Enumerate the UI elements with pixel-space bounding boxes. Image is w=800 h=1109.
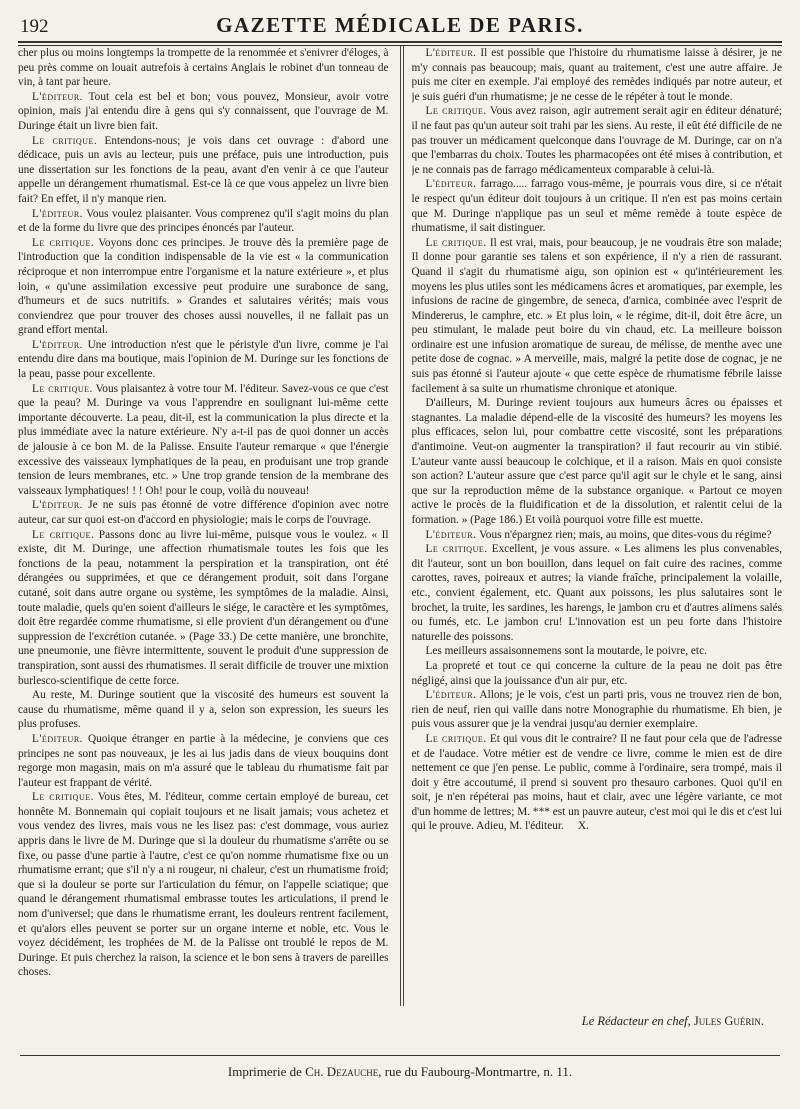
paragraph: La propreté et tout ce qui concerne la culture de la peau ne doit pas être négligé, ainsi que la jouissance d'un air pur, etc. [411, 659, 782, 687]
speaker-label: Le critique. [425, 105, 487, 118]
speaker-label: Le critique. [32, 528, 95, 541]
paragraph: L'éditeur. Je ne suis pas étonné de votre différence d'opinion avec notre auteur, car sur quoi est-on d'accord en physiologie; mais le corps de l'ouvrage. [18, 499, 389, 526]
paragraph: Les meilleurs assaisonnemens sont la moutarde, le poivre, etc. [425, 645, 707, 658]
paragraph: L'éditeur. Une introduction n'est que le péristyle d'un livre, comme je l'ai entendu dire dans ma boutique, mais l'opinion de M. Duringe sur les fonctions de la peau, passe pour excellente. [18, 338, 389, 381]
speaker-label: Le critique. [425, 236, 487, 249]
paragraph: L'éditeur. Tout cela est bel et bon; vous pouvez, Monsieur, avoir votre opinion, mais j'ai entendu dire à gens qui s'y connaissent, que l'ouvrage de M. Duringe était un livre bien fait. [18, 90, 389, 132]
speaker-label: L'éditeur. [32, 207, 83, 220]
paragraph: cher plus ou moins longtemps la trompette de la renommée et s'enivrer d'éloges, à peu près comme on louait autrefois à certains Anglais le robinet d'un tonneau de vin, à tant par heure. [18, 47, 389, 89]
article-signoff: X. [577, 820, 589, 833]
paragraph: Le critique. Voyons donc ces principes. Je trouve dès la première page de l'introduction que la condition indispensable de la vie est « la communication réciproque et non interrompue entre l'organisme et la nature extérieure », et plus loin, « qu'une assimilation excessive peut produire une surabonce de sang, d'humeurs et de sucs nutritifs. » Grandes et salutaires vérités; mais vous conviendrez que pour trouver des choses aussi nouvelles, il ne fallait pas un grand effort mental. [18, 236, 389, 337]
paragraph: Au reste, M. Duringe soutient que la viscosité des humeurs est souvent la cause du rhumatisme, même quand il y a, selon son expression, les sueurs les plus profuses. [18, 689, 389, 731]
speaker-label: Le critique. [425, 543, 488, 556]
paragraph: Le critique. Vous avez raison, agir autrement serait agir en éditeur dénaturé; il ne faut pas qu'un auteur soit trahi par les siens. Au reste, il eût été difficile de ne pas trouver un médicament quelconque dans l'ouvrage de M. Duringe, car on n'a que l'embarras du choix. Toutes les pharmacopées ont été mises à contribution, et je ne connais pas de farrago médicamenteux comparable à celui-là. [411, 105, 782, 176]
speaker-label: L'éditeur. [32, 732, 83, 745]
page-header [18, 8, 782, 38]
printer-imprint: Imprimerie de Ch. Dezauche, rue du Faubourg-Montmartre, n. 11. [227, 1064, 573, 1079]
speaker-label: L'éditeur. [425, 689, 477, 702]
paragraph: L'éditeur. Allons; je le vois, c'est un parti pris, vous ne trouvez rien de bon, rien de neuf, rien qui vaille dans notre Monographie du rhumatisme. Eh bien, je puis vous assurer que je la vendrai jusqu'au dernier exemplaire. [411, 689, 782, 731]
printer-name: Ch. Dezauche [305, 1064, 379, 1079]
paragraph: Le critique. Passons donc au livre lui-même, puisque vous le voulez. « Il existe, dit M. Duringe, une affection rhumatismale toutes les fois que les fonctions de la peau, notamment la perspiration et la transpiration, ont été dérangées ou supprimées, et que ce dérangement produit, soit dans l'organe cutané, soit dans autre organe ou système, les symptômes de la maladie. Ainsi, toute maladie, quels qu'en soient d'ailleurs le siége, le caractère et les symptômes, doit être regardée comme rhumatisme, si elle provient d'un dérangement ou d'une suppression de l'excrétion cutanée. » (Page 33.) De cette manière, une bronchite, une pneumonie, une fièvre intermittente, souvent le produit d'une suppression de transpiration, sont aussi des rhumatismes. Il serait difficile de trouver une mixtion burlesco-scientifique de cette force. [18, 528, 389, 687]
column-divider [400, 46, 401, 1006]
left-column [18, 46, 389, 1006]
speaker-label: Le critique. [32, 382, 93, 395]
paragraph: L'éditeur. farrago..... farrago vous-même, je pourrais vous dire, si ce n'était le respect qu'un éditeur doit toujours à un critique. Il n'en est pas moins certain que M. Duringe n'applique pas un seul et même remède à toute espèce de rhumatisme, il sait distinguer. [411, 178, 782, 235]
signature-role: Le Rédacteur en chef, [581, 1014, 691, 1028]
journal-title: GAZETTE MÉDICALE DE PARIS. [216, 13, 584, 37]
paragraph: Le critique. Excellent, je vous assure. « Les alimens les plus convenables, dit l'auteur, sont un bon bouillon, dans lequel on fait cuire des racines, comme carottes, raves, poireaux et autres; la viande fraîche, principalement la volaille, etc., convient également, etc. Quant aux poissons, les plus salutaires sont le brochet, la truite, les sardines, les harengs, le jambon cru et d'autres alimens salés ou fumés, etc. Le jambon cru! L'innovation est un peu forte dans l'histoire naturelle des poissons. [411, 543, 782, 643]
speaker-label: L'éditeur. [32, 90, 83, 103]
editor-signature [582, 1014, 764, 1029]
article-columns [18, 46, 782, 1006]
speaker-label: Le critique. [32, 791, 94, 804]
speaker-label: L'éditeur. [425, 528, 477, 541]
paragraph: Le critique. Il est vrai, mais, pour beaucoup, je ne voudrais être son malade; Il donne pour garantie ses talens et son expérience, il n'y a rien de rassurant. Quand il s'agit du rhumatisme aigu, son opinion est « qu'intérieurement les moyens les plus utiles sont les médicamens âcres et aromatiques, par exemple, les infusions de racine de gingembre, de seneca, d'arnica, combinée avec l'esprit de Mindererus, le camphre, etc. » Et plus loin, « le régime, dit-il, doit être âcre, un peu stimulant, le malade peut boire du vin chaud, etc. La meilleure boisson ordinaire est une infusion aromatique de sureau, de mélisse, de menthe avec une petite dose de cognac. » A merveille, mais, malgré la petite dose de cognac, je ne suis pas étonné si l'auteur ajoute « que cette espèce de rhumatisme fébrile laisse facilement à sa suite un rhumatisme chronique et atonique. [411, 236, 782, 395]
paragraph: Le critique. Entendons-nous; je vois dans cet ouvrage : d'abord une dédicace, puis un avis au lecteur, puis une préface, puis une introduction, puis une dissertation sur les fonctions de la peau, avant d'en venir à ce que l'auteur appelle un dérangement rhumatismal. Est-ce là ce que vous appelez un livre bien fait? En effet, il n'y manque rien. [18, 134, 389, 205]
speaker-label: L'éditeur. [32, 338, 83, 351]
paragraph: L'éditeur. Il est possible que l'histoire du rhumatisme laisse à désirer, je ne m'y connais pas beaucoup; mais, quant au traitement, c'est une autre affaire. Je puis me citer en exemple. J'ai employé des remèdes indiqués par notre auteur, et je suis guéri d'un rhumatisme; je ne cesse de le répéter à tout le monde. [411, 47, 782, 103]
right-column [412, 46, 783, 1006]
speaker-label: L'éditeur. [425, 178, 477, 191]
speaker-label: L'éditeur. [32, 499, 83, 512]
speaker-label: L'éditeur. [425, 47, 477, 59]
speaker-label: Le critique. [32, 134, 98, 147]
signature-name: Jules Guérin. [693, 1014, 764, 1028]
speaker-label: Le critique. [32, 236, 95, 249]
paragraph: Le critique. Vous êtes, M. l'éditeur, comme certain employé de bureau, cet honnête M. Bonnemain qui copiait toujours et ne lisait jamais; vous achetez et vous vendez des livres, mais vous ne les lisez pas: c'est dommage, vous auriez appris dans le livre de M. Duringe que si la douleur du rhumatisme s'arrête ou se fixe, ou passe d'une partie à l'autre, c'est ce qu'on nomme rhumatisme fixe ou un rhumatisme errant; que s'il n'y a ni rougeur, ni chaleur, c'est un rhumatisme froid; que si la douleur se porte sur l'articulation du fémur, on l'appelle sciatique; que quand le dérangement rhumatismal embrasse toutes les articulations, il prend le nom d'universel; que dans le rhumatisme errant, les douleurs rentrent facilement, et qu'alors elles peuvent se porter sur un organe interne et noble, etc. Vous le voyez décidément, les trophées de M. de la Palisse ont troublé le repos de M. Duringe. Et puis cherchez la raison, la science et le bon sens à travers de pareilles choses. [18, 791, 389, 979]
page-number: 192 [20, 16, 49, 37]
speaker-label: Le critique. [425, 732, 487, 745]
paragraph: L'éditeur. Quoique étranger en partie à la médecine, je conviens que ces principes ne sont pas nouveaux, je les ai lus jadis dans de vieux bouquins dont regorge mon magasin, mais on m'a assuré que le tableau du rhumatisme fait par l'auteur est frappant de vérité. [18, 732, 389, 789]
paragraph: L'éditeur. Vous n'épargnez rien; mais, au moins, que dites-vous du régime? [425, 528, 772, 541]
paragraph: Le critique. Et qui vous dit le contraire? Il ne faut pour cela que de l'adresse et de l'audace. Votre métier est de vendre ce livre, comme le mien est de dire nettement ce que j'en pense. Le public, comme à l'ordinaire, sera trompé, mais il doit y être accoutumé, il prend si souvent pro thesauro carbones. Quoi qu'il en soit, je n'en répéterai pas moins, haut et clair, avec une légère variante, ce mot d'un homme de lettres; M. *** est un pauvre auteur, c'est moi qui le dis et c'est lui qui le prouve. Adieu, M. l'éditeur. X. [411, 732, 782, 833]
paragraph: D'ailleurs, M. Duringe revient toujours aux humeurs âcres ou épaisses et stagnantes. La maladie dépend-elle de la viscosité des humeurs? les moyens les plus efficaces, selon lui, pour combattre cette viscosité, sont les préparations d'antimoine. Veut-on augmenter la transpiration? il faut recourir au vin stibié. L'auteur vante aussi beaucoup le colchique, et il a raison. Mais en quoi consiste son action? L'auteur assure que c'est parce qu'il agit sur le chyle et le sang, ainsi que sur la reproduction même de la substance organique. « Partout ce moyen active le procès de la fluidification et de la dissolution, et ralentit celui de la formation. » (Page 186.) Et voilà pourquoi votre fille est muette. [411, 397, 782, 526]
paragraph: Le critique. Vous plaisantez à votre tour M. l'éditeur. Savez-vous ce que c'est que la peau? M. Duringe va vous l'apprendre en soulignant lui-même cette importante découverte. La peau, dit-il, est la communication la plus directe et la plus immédiate avec la nature extérieure. N'y a-t-il pas de quoi donner un accès de jalousie à ce bon M. de la Palisse. Ensuite l'auteur remarque « que l'énergie excessive des vaisseaux lymphatiques de la peau, en produisant une trop grande tension de leurs membranes, etc. » Une trop grande tension de la membrane des vaisseaux lymphatiques! ! ! Oh! pour le coup, voilà du nouveau! [18, 382, 389, 497]
footer-rule [20, 1055, 780, 1056]
paragraph: L'éditeur. Vous voulez plaisanter. Vous comprenez qu'il s'agit moins du plan et de la forme du livre que des principes énoncés par l'auteur. [18, 207, 389, 235]
